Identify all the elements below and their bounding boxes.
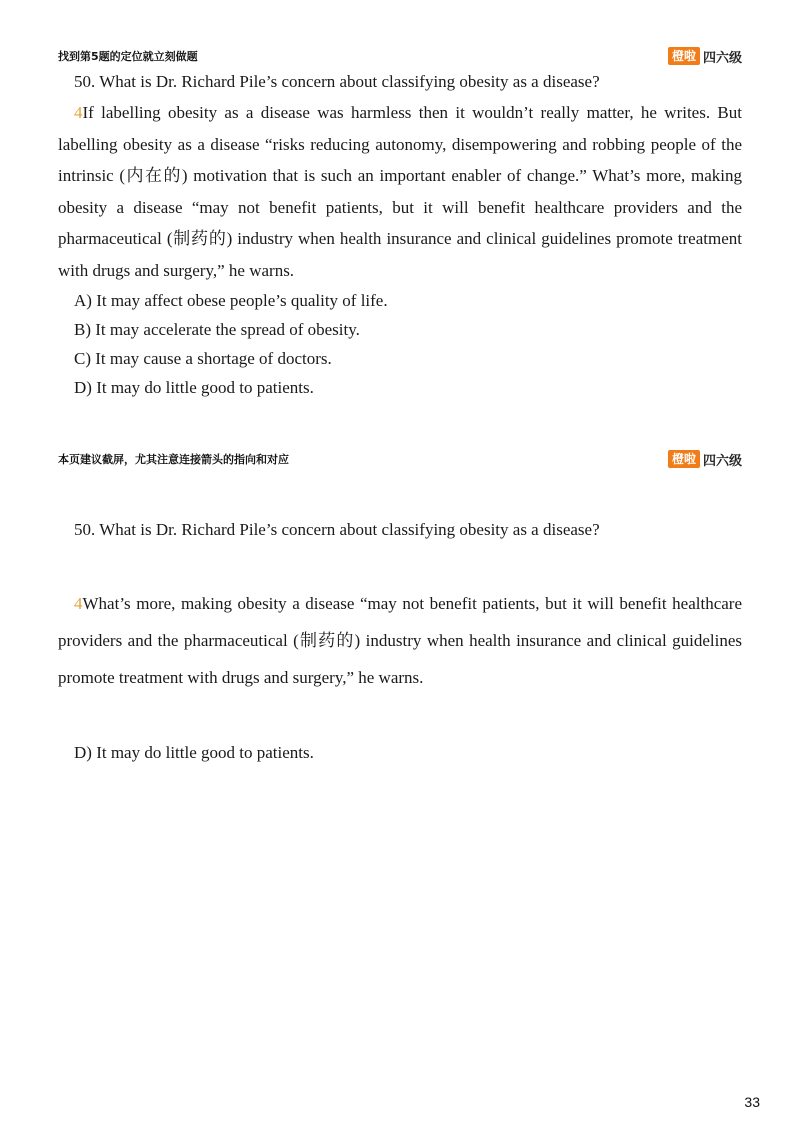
question-text: 50. What is Dr. Richard Pile’s concern about classifying obesity as a disease? [74,72,600,91]
paragraph-number: 4 [74,103,83,122]
option-d: D) It may do little good to patients. [74,378,314,397]
brand-logo: 橙啦 [668,450,700,468]
section-full-passage [58,67,742,402]
answer-option: D) It may do little good to patients. [74,743,314,762]
option-b: B) It may accelerate the spread of obesity. [74,320,360,339]
brand-level: 四六级 [702,50,742,66]
paragraph-text: What’s more, making obesity a disease “may not benefit patients, but it will benefit healthcare providers and the pharmaceutical (制药的) industry when health insurance and clinical guidelines promote treatment with drugs and surgery,” he warns. [58,594,742,687]
header-top [58,45,742,67]
option-a: A) It may affect obese people’s quality of life. [74,291,388,310]
passage-paragraph [58,97,742,286]
paragraph-text: If labelling obesity as a disease was harmless then it wouldn’t really matter, he writes. But labelling obesity as a disease “risks reducing autonomy, disempowering and robbing people of the intrinsic (内在的) motivation that is such an important enabler of change.” What’s more, making obesity a disease “may not benefit patients, but it will benefit healthcare providers and the pharmaceutical (制药的) industry when health insurance and clinical guidelines promote treatment with drugs and surgery,” he warns. [58,103,742,280]
option-c: C) It may cause a shortage of doctors. [74,349,332,368]
header-middle [58,448,742,470]
brand-badge [668,47,742,66]
question-text: 50. What is Dr. Richard Pile’s concern about classifying obesity as a disease? [74,520,600,539]
page-number: 33 [744,1094,760,1110]
header-note: 找到第5题的定位就立刻做题 [58,50,198,63]
brand-logo: 橙啦 [668,47,700,65]
paragraph-number: 4 [74,594,83,613]
brand-badge [668,450,742,469]
header-note: 本页建议截屏，尤其注意连接箭头的指向和对应 [58,453,289,466]
section-key-sentence [58,515,742,767]
key-paragraph [58,585,742,696]
brand-level: 四六级 [702,453,742,469]
